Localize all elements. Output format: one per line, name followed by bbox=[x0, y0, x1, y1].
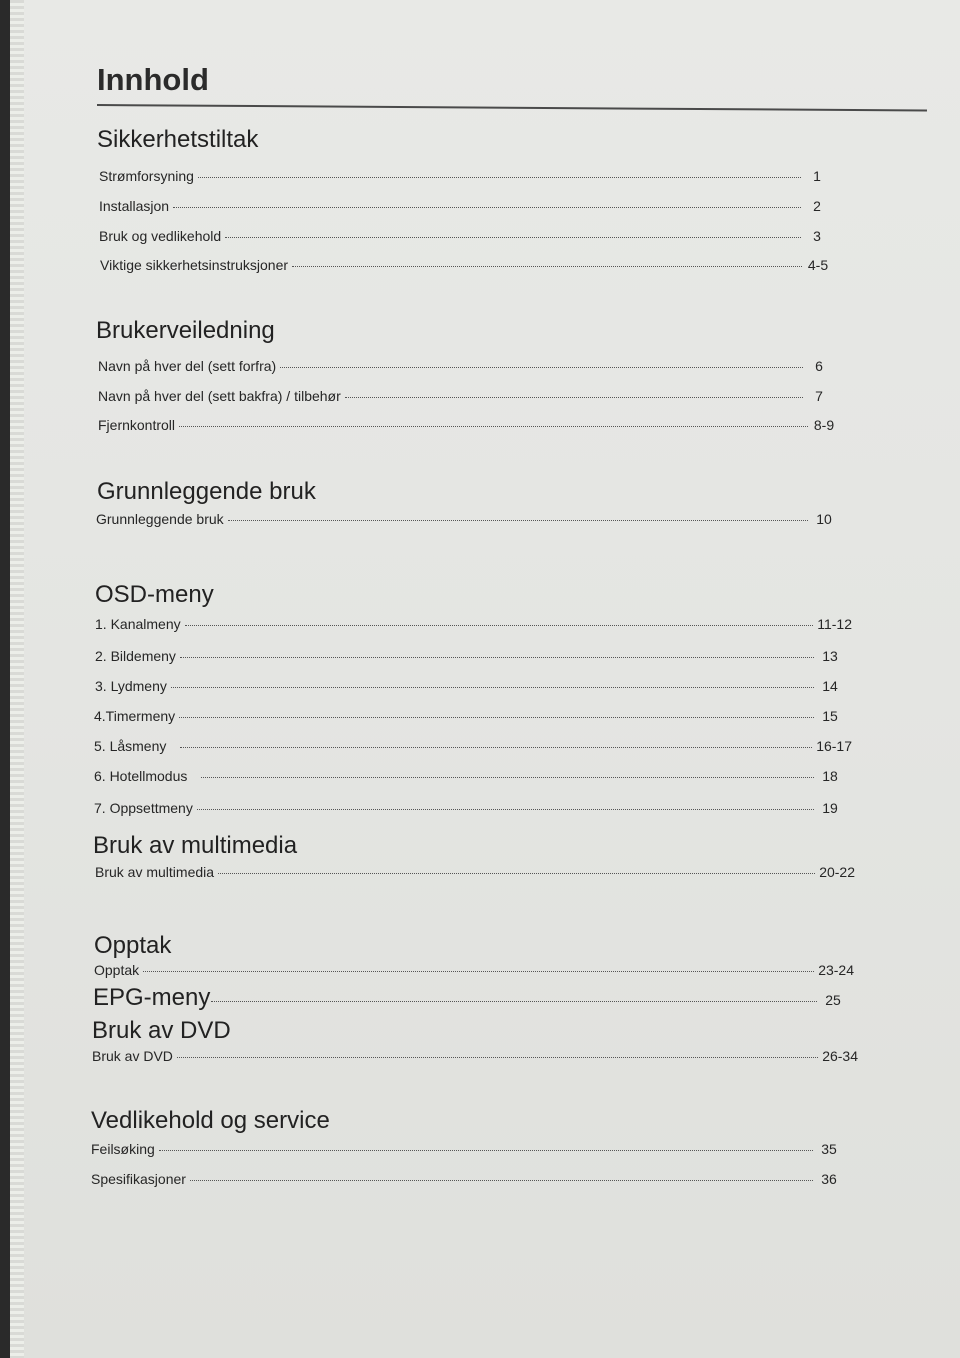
toc-entry-label: Navn på hver del (sett forfra) bbox=[98, 358, 277, 374]
dot-leader bbox=[185, 625, 814, 626]
manual-page bbox=[10, 0, 960, 1358]
toc-entry-page: 4-5 bbox=[807, 257, 829, 273]
section-heading-bruk-av-dvd: Bruk av DVD bbox=[92, 1017, 231, 1044]
toc-entry-page: 36 bbox=[821, 1171, 837, 1187]
toc-entry-label: 2. Bildemeny bbox=[95, 648, 176, 664]
toc-entry bbox=[100, 257, 830, 273]
toc-entry-label: 3. Lydmeny bbox=[95, 678, 167, 694]
toc-entry-page: 6 bbox=[815, 358, 823, 374]
dot-leader bbox=[225, 237, 801, 238]
toc-entry bbox=[99, 198, 829, 214]
toc-entry bbox=[98, 417, 836, 433]
title-divider bbox=[97, 104, 927, 112]
dot-leader bbox=[173, 207, 801, 208]
toc-entry-page: 19 bbox=[822, 800, 838, 816]
dot-leader bbox=[211, 1001, 817, 1002]
toc-entry-label: Opptak bbox=[94, 962, 140, 978]
toc-entry-label: Installasjon bbox=[99, 198, 170, 214]
dot-leader bbox=[171, 687, 814, 688]
dot-leader bbox=[190, 1180, 813, 1181]
dot-leader bbox=[179, 717, 814, 718]
toc-entry bbox=[94, 738, 852, 754]
toc-entry-label: 1. Kanalmeny bbox=[95, 616, 181, 632]
dot-leader bbox=[180, 747, 812, 748]
toc-entry-page: 8-9 bbox=[813, 417, 835, 433]
dot-leader bbox=[179, 426, 808, 427]
toc-entry-label: Fjernkontroll bbox=[98, 417, 176, 433]
dot-leader bbox=[177, 1057, 818, 1058]
toc-entry-label: Feilsøking bbox=[91, 1141, 155, 1157]
toc-entry-label: 6. Hotellmodus bbox=[94, 768, 188, 784]
section-heading-sikkerhetstiltak: Sikkerhetstiltak bbox=[97, 126, 259, 153]
dot-leader bbox=[345, 397, 803, 398]
toc-entry-epg bbox=[93, 984, 845, 1012]
toc-entry bbox=[95, 648, 842, 664]
toc-entry bbox=[98, 388, 831, 404]
toc-entry-label: Grunnleggende bruk bbox=[96, 511, 224, 527]
dot-leader bbox=[228, 520, 808, 521]
toc-entry-page: 11-12 bbox=[817, 616, 852, 632]
section-heading-opptak: Opptak bbox=[94, 932, 172, 959]
toc-entry-label: Navn på hver del (sett bakfra) / tilbehør bbox=[98, 388, 341, 404]
section-heading-bruk-av-multimedia: Bruk av multimedia bbox=[93, 832, 298, 859]
toc-entry-page: 2 bbox=[813, 198, 821, 214]
dot-leader bbox=[292, 266, 802, 267]
toc-entry-page: 15 bbox=[822, 708, 838, 724]
toc-entry-page: 13 bbox=[822, 648, 838, 664]
toc-entry-label: Bruk av multimedia bbox=[95, 864, 215, 880]
toc-entry-label: Strømforsyning bbox=[99, 168, 194, 184]
toc-entry-page: 14 bbox=[822, 678, 838, 694]
toc-entry bbox=[94, 768, 842, 784]
section-heading-brukerveiledning: Brukerveiledning bbox=[96, 317, 275, 344]
toc-entry-page: 20-22 bbox=[819, 864, 855, 880]
toc-entry bbox=[94, 800, 842, 816]
section-heading-vedlikehold-og-service: Vedlikehold og service bbox=[91, 1107, 330, 1134]
toc-entry bbox=[95, 678, 842, 694]
toc-entry-label: Bruk og vedlikehold bbox=[99, 228, 222, 244]
toc-entry bbox=[99, 168, 829, 184]
toc-entry-page: 1 bbox=[813, 168, 821, 184]
toc-entry-label: Bruk av DVD bbox=[92, 1048, 173, 1064]
dot-leader bbox=[197, 809, 814, 810]
dot-leader bbox=[143, 971, 814, 972]
toc-entry bbox=[94, 708, 842, 724]
toc-entry-page: 35 bbox=[821, 1141, 837, 1157]
page-edge bbox=[10, 0, 24, 1358]
toc-entry-label: Viktige sikkerhetsinstruksjoner bbox=[100, 257, 289, 273]
toc-entry-page: 3 bbox=[813, 228, 821, 244]
toc-entry-page: 16-17 bbox=[816, 738, 852, 754]
toc-entry-page: 7 bbox=[815, 388, 823, 404]
toc-entry bbox=[96, 511, 836, 527]
dot-leader bbox=[280, 367, 803, 368]
toc-entry-label: Spesifikasjoner bbox=[91, 1171, 186, 1187]
toc-entry bbox=[91, 1171, 841, 1187]
dot-leader bbox=[198, 177, 801, 178]
toc-entry bbox=[94, 962, 854, 978]
section-heading-grunnleggende-bruk: Grunnleggende bruk bbox=[97, 478, 316, 505]
toc-entry-page: 25 bbox=[825, 992, 841, 1008]
toc-entry bbox=[92, 1048, 858, 1064]
toc-entry-page: 23-24 bbox=[818, 962, 854, 978]
dot-leader bbox=[218, 873, 815, 874]
toc-entry-label: 4.Timermeny bbox=[94, 708, 176, 724]
toc-entry-page: 26-34 bbox=[822, 1048, 858, 1064]
page-title: Innhold bbox=[97, 62, 209, 97]
toc-entry bbox=[98, 358, 831, 374]
toc-entry bbox=[91, 1141, 841, 1157]
dot-leader bbox=[201, 777, 814, 778]
toc-entry bbox=[95, 616, 852, 632]
toc-entry bbox=[95, 864, 855, 880]
toc-entry bbox=[99, 228, 829, 244]
dot-leader bbox=[159, 1150, 813, 1151]
toc-entry-page: 18 bbox=[822, 768, 838, 784]
dot-leader bbox=[180, 657, 814, 658]
toc-entry-page: 10 bbox=[816, 511, 832, 527]
toc-entry-label: 5. Låsmeny bbox=[94, 738, 167, 754]
section-heading-osd-meny: OSD-meny bbox=[95, 581, 214, 608]
toc-entry-label: 7. Oppsettmeny bbox=[94, 800, 193, 816]
toc-entry-label: EPG-meny bbox=[93, 984, 211, 1011]
